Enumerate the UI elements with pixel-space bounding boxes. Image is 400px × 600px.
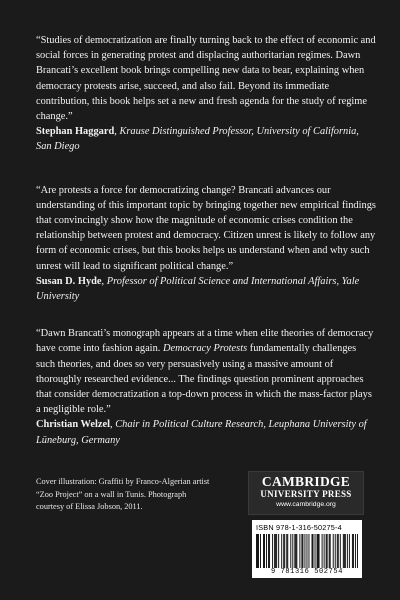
barcode-icon bbox=[256, 534, 358, 568]
quote-part: “Dawn Brancati’s monograph appears at a time when elite theories of democracy have come into fashion again. bbox=[36, 328, 374, 355]
endorsement-attribution: Stephan Haggard, Krause Distinguished Professor, University of California, San Diego bbox=[36, 126, 359, 153]
endorsement-quote bbox=[36, 326, 376, 417]
barcode-panel bbox=[252, 520, 362, 578]
endorsement-welzel bbox=[36, 326, 376, 448]
publisher-press: UNIVERSITY PRESS bbox=[260, 489, 352, 499]
endorser-name: Susan D. Hyde bbox=[36, 275, 102, 287]
endorser-title: Krause Distinguished Professor, University of California, San Diego bbox=[36, 126, 359, 153]
endorsement-haggard bbox=[36, 33, 376, 155]
publisher-url: www.cambridge.org bbox=[276, 501, 336, 508]
book-title-italic: Democracy Protests bbox=[162, 343, 248, 355]
endorser-title: Chair in Political Culture Research, Leuphana University of Lüneburg, Germany bbox=[36, 419, 367, 446]
publisher-logo bbox=[248, 471, 364, 515]
endorsement-attribution: Christian Welzel, Chair in Political Culture Research, Leuphana University of Lüneburg, Germany bbox=[36, 419, 367, 446]
cover-credit: Cover illustration: Graffiti by Franco-Algerian artist “Zoo Project” on a wall in Tunis. Photograph courtesy of Elissa Jobson, 2011. bbox=[36, 477, 210, 512]
barcode-number: 9 781316 502754 bbox=[270, 568, 343, 576]
endorsements bbox=[36, 33, 376, 470]
endorsement-hyde bbox=[36, 183, 376, 305]
endorsement-quote: “Studies of democratization are finally turning back to the effect of economic and social forces in generating protest and displacing authoritarian regimes. Dawn Brancati’s excellent book brings compelling new data to bear, explaining when democracy protests arise, succeed, and also fail. Beyond its immediate contribution, this book helps set a new and fresh agenda for the study of regime change.” bbox=[36, 35, 376, 123]
publisher-brand: CAMBRIDGE bbox=[261, 474, 351, 489]
endorser-title: Professor of Political Science and International Affairs, Yale University bbox=[36, 275, 360, 303]
quote-part: fundamentally challenges such theories, and does so very persuasively using a massive amount of thoroughly researched evidence... The findings question prominent approaches that consider democratization a top-down process in which the mass-factor plays a negligible role.” bbox=[36, 343, 372, 416]
endorsement-attribution: Susan D. Hyde, Professor of Political Science and International Affairs, Yale University bbox=[36, 275, 360, 303]
endorser-name: Christian Welzel bbox=[36, 419, 110, 431]
endorser-name: Stephan Haggard bbox=[36, 126, 115, 138]
isbn-label: ISBN 978-1-316-50275-4 bbox=[256, 523, 342, 532]
endorsement-quote: “Are protests a force for democratizing change? Brancati advances our understanding of this important topic by bringing together new empirical findings that convincingly show how the magnitude of economic crises condition the relationship between protest and democracy. Citizen unrest is likely to follow any form of economic crises, but this books helps us understand when and why such unrest will lead to significant political change.” bbox=[36, 184, 376, 272]
